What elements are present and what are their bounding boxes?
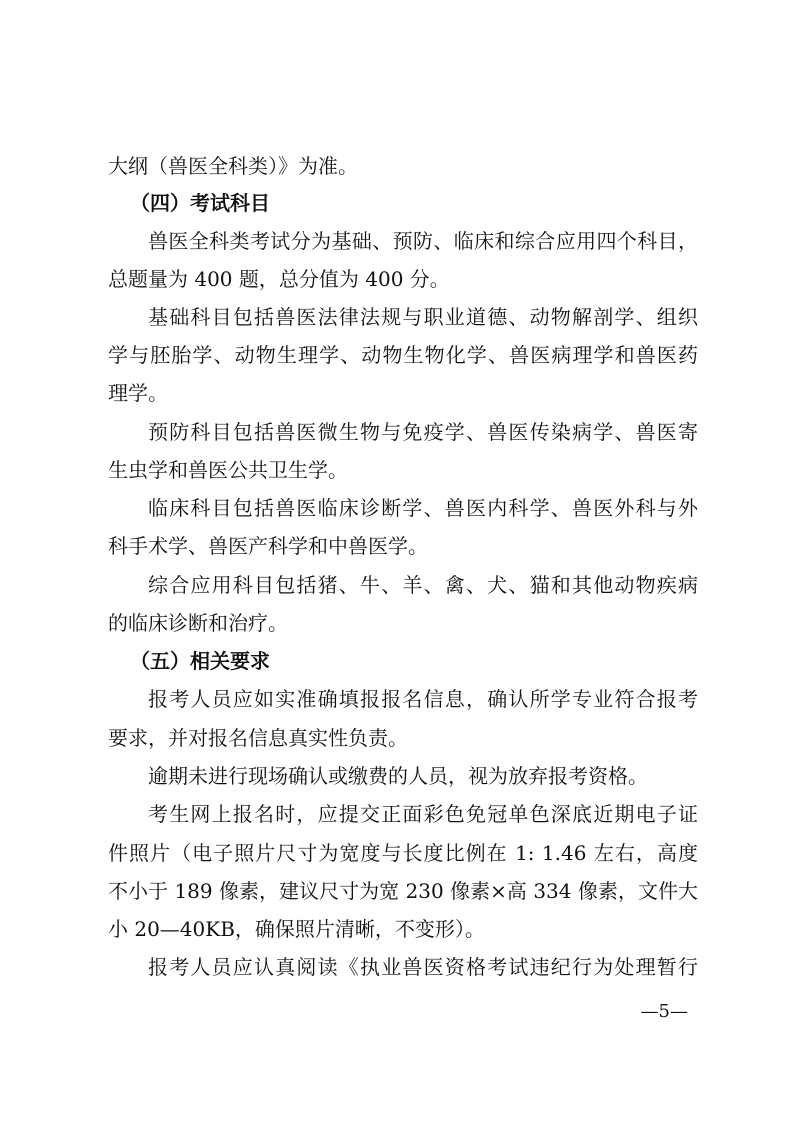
- text-line: 预防科目包括兽医微生物与免疫学、兽医传染病学、兽医寄: [148, 420, 698, 444]
- text-line: 考生网上报名时，应提交正面彩色免冠单色深底近期电子证: [148, 802, 698, 826]
- text-line: 小 20—40KB，确保照片清晰，不变形）。: [108, 917, 485, 941]
- text-line: 大纲（兽医全科类）》为准。: [108, 154, 358, 178]
- section-heading: （五）相关要求: [130, 649, 270, 673]
- text-line: 生虫学和兽医公共卫生学。: [108, 458, 348, 482]
- text-line: 件照片（电子照片尺寸为宽度与长度比例在 1: 1.46 左右，高度: [108, 841, 698, 865]
- text-line: 科手术学、兽医产科学和中兽医学。: [108, 534, 428, 558]
- page-number: —5—: [640, 1001, 688, 1022]
- section-heading: （四）考试科目: [130, 191, 270, 215]
- text-line: 的临床诊断和治疗。: [108, 611, 288, 635]
- text-line: 总题量为 400 题，总分值为 400 分。: [108, 267, 450, 291]
- text-line: 基础科目包括兽医法律法规与职业道德、动物解剖学、组织: [148, 305, 698, 329]
- text-line: 要求，并对报名信息真实性负责。: [108, 726, 408, 750]
- text-line: 报考人员应如实准确填报报名信息，确认所学专业符合报考: [148, 687, 698, 711]
- text-line: 逾期未进行现场确认或缴费的人员，视为放弃报考资格。: [148, 764, 648, 788]
- text-line: 理学。: [108, 381, 168, 405]
- text-line: 综合应用科目包括猪、牛、羊、禽、犬、猫和其他动物疾病: [148, 573, 698, 597]
- text-line: 兽医全科类考试分为基础、预防、临床和综合应用四个科目，: [148, 229, 698, 253]
- text-line: 临床科目包括兽医临床诊断学、兽医内科学、兽医外科与外: [148, 496, 698, 520]
- text-line: 报考人员应认真阅读《执业兽医资格考试违纪行为处理暂行: [148, 955, 698, 979]
- text-line: 学与胚胎学、动物生理学、动物生物化学、兽医病理学和兽医药: [108, 343, 698, 367]
- text-line: 不小于 189 像素，建议尺寸为宽 230 像素×高 334 像素，文件大: [108, 879, 698, 903]
